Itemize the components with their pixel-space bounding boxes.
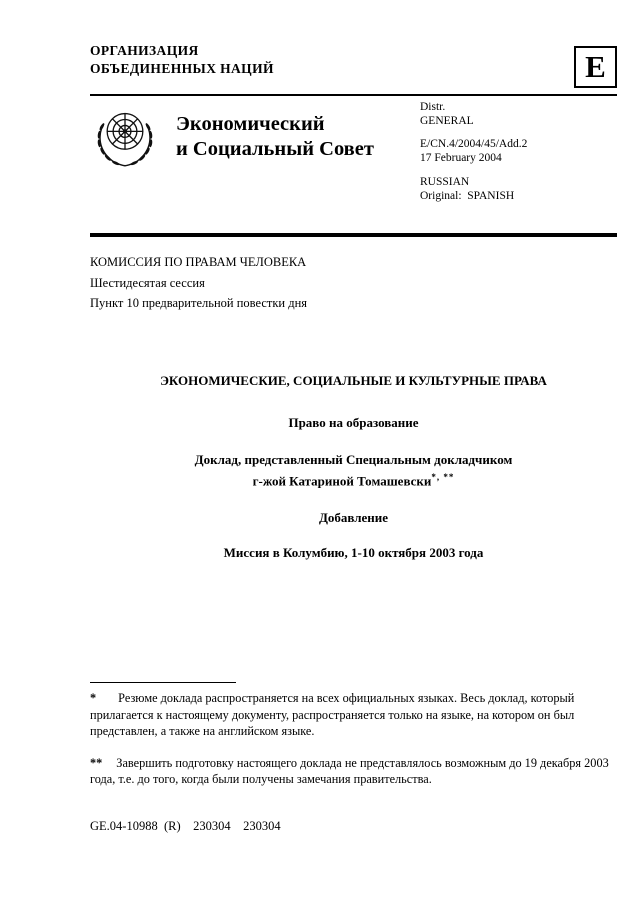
footnote-2-text: Завершить подготовку настоящего доклада не представлялось возможным до 19 декабря 2003 года, т.е. до того, когда были получены замечания правительства. [90,755,609,786]
footnote-separator [90,682,236,683]
org-name-line1: ОРГАНИЗАЦИЯ [90,43,199,58]
un-emblem-icon [92,104,158,172]
header-rule [90,94,617,96]
org-name-line2: ОБЪЕДИНЕННЫХ НАЦИЙ [90,60,274,76]
subtitle: Право на образование [288,415,419,430]
doc-symbol: E/CN.4/2004/45/Add.2 [420,138,528,150]
doc-original-language: Original: SPANISH [420,189,515,202]
distribution-block [420,101,527,203]
doc-language: RUSSIAN [420,176,470,188]
footnote-2 [90,755,617,788]
doc-series-letter: E [585,48,606,84]
addendum-heading: Добавление [318,510,389,526]
mission-title: Миссия в Колумбию, 1-10 октября 2003 года [223,545,484,561]
distr-label: Distr. [420,101,446,113]
distr-value: GENERAL [420,114,474,127]
main-title: ЭКОНОМИЧЕСКИЕ, СОЦИАЛЬНЫЕ И КУЛЬТУРНЫЕ ПРАВА [160,373,547,388]
footnote-2-mark: ** [90,755,103,770]
title-block [90,372,617,561]
footnote-1 [90,690,617,740]
footnote-1-mark: * [90,691,97,705]
council-title-line2: и Социальный Совет [176,138,374,160]
report-footnote-marks: *, ** [431,472,455,482]
doc-series-box [574,46,617,88]
rapporteur-name: г-жой Катариной Томашевски [252,473,432,489]
session-block [90,252,307,314]
footnotes [90,690,617,788]
report-line2 [90,468,617,490]
masthead-rule [90,233,617,237]
agenda-item-line: Пункт 10 предварительной повестки дня [90,296,308,310]
session-line: Шестидесятая сессия [90,275,205,290]
council-title [176,112,374,162]
doc-date: 17 February 2004 [420,151,502,164]
org-header [90,42,274,77]
report-line1: Доклад, представленный Специальным докладчиком [194,452,513,467]
council-title-line1: Экономический [176,113,325,135]
ge-number: GE.04-10988 (R) 230304 230304 [90,819,281,833]
commission-title: КОМИССИЯ ПО ПРАВАМ ЧЕЛОВЕКА [90,255,307,269]
footnote-1-text: Резюме доклада распространяется на всех официальных языках. Весь доклад, который прилагается к настоящему документу, распространяется только на языке, на котором он был представлен, а также на английском языке. [90,691,575,738]
